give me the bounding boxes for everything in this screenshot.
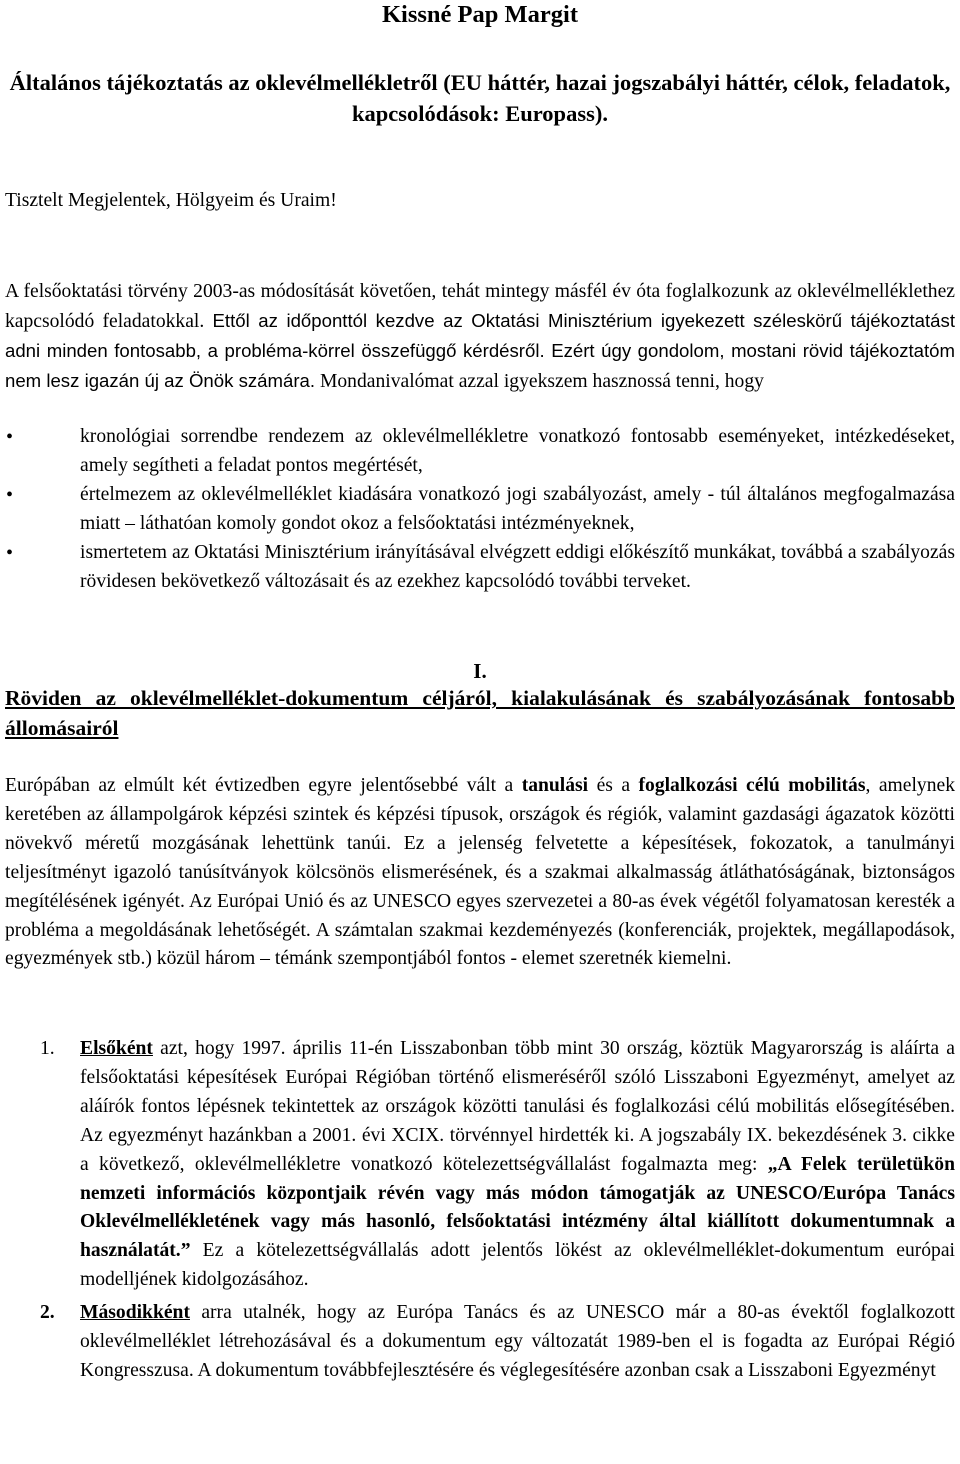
section-number: I. — [473, 659, 487, 683]
intro-paragraph — [5, 278, 955, 397]
bullet-item: • értelmezem az oklevélmelléklet kiadására vonatkozó jogi szabályozást, amely - túl általános megfogalmazása miatt – láthatóan komoly gondot okoz a felsőoktatási intézményeknek, — [5, 481, 955, 539]
numbered-item: 2. Másodikként arra utalnék, hogy az Európa Tanács és az UNESCO már a 80-as évektől foglalkozott oklevélmelléklet létrehozásával és a dokumentum egy változatát 1989-ben el is fogadta az Európai Régió Kongresszusa. A dokumentum továbbfejlesztésére és véglegesítésére azonban csak a Lisszaboni Egyezményt — [5, 1299, 955, 1386]
intro-sentence-3: Mondanivalómat azzal igyekszem hasznossá tenni, hogy — [319, 370, 764, 392]
item-number: 1. — [40, 1038, 55, 1059]
author-name: Kissné Pap Margit — [382, 1, 578, 28]
item-lead: Másodikként — [80, 1302, 190, 1324]
bullet-list — [5, 423, 955, 596]
numbered-list — [5, 1035, 955, 1386]
bold-term-mobility: foglalkozási célú mobilitás — [638, 775, 866, 796]
intro-sentence-2: Ettől az időponttól kezdve az Oktatási Minisztérium igyekezett széleskörű tájékoztatást adni minden fontosabb, a probléma ‐ körrel összefüggő kérdésről. Ezért úgy gondolom, mostani rövid tájékoztatóm nem lesz igazán új az Önök számára. — [5, 310, 955, 391]
section-heading: Röviden az oklevélmelléklet-dokumentum céljáról, kialakulásának és szabályozásának fontosabb állomásairól — [5, 686, 955, 740]
body-paragraph: Európában az elmúlt két évtizedben egyre jelentősebbé vált a tanulási és a foglalkozási célú mobilitás, amelynek keretében az állampolgárok képzési szintek és képzési típusok, országok és régiók, valamint gazdasági ágazatok közötti növekvő méretű mozgásának lehettünk tanúi. Ez a jelenség felvetette a képesítések, fokozatok, a tanulmányi teljesítményt igazoló tanúsítványok kölcsönös elismerésének, és a szakmai alkalmasság átláthatóságának, biztonságos megítélésének igényét. Az Európai Unió és az UNESCO egyes szervezetei a 80-as évek végétől folyamatosan keresték a probléma a megoldásának lehetőségét. A számtalan szakmai kezdeményezés (konferenciák, projektek, megállapodások, egyezmények stb.) közül három – témánk szempontjából fontos - elemet szeretnék kiemelni. — [5, 775, 955, 970]
numbered-item: 1. Elsőként azt, hogy 1997. április 11-én Lisszabonban több mint 30 ország, köztük Magyarország is aláírta a felsőoktatási képesítések Európai Régióban történő elismeréséről szóló Lisszaboni Egyezményt, amelyet az aláírók fontos lépésnek tekintettek az országok közötti tanulási és foglalkozási célú mobilitás elősegítésében. Az egyezményt hazánkban a 2001. évi XCIX. törvénnyel hirdették ki. A jogszabály IX. bekezdésének 3. cikke a következő, oklevélmellékletre vonatkozó kötelezettségvállalást fogalmazta meg: „A Felek területükön nemzeti információs központjaik révén vagy más módon támogatják az UNESCO/Európa Tanács Oklevélmellékletének vagy más hasonló, felsőoktatási intézmény által kiállított dokumentumnak a használatát.” Ez a kötelezettségvállalás adott jelentős lökést az oklevélmelléklet-dokumentum európai modelljének kidolgozásához. — [5, 1035, 955, 1295]
item-lead: Elsőként — [80, 1038, 153, 1059]
bullet-item: • kronológiai sorrendbe rendezem az oklevélmellékletre vonatkozó fontosabb eseményeket, intézkedéseket, amely segítheti a feladat pontos megértését, — [5, 423, 955, 481]
greeting: Tisztelt Megjelentek, Hölgyeim és Uraim! — [5, 190, 337, 211]
bullet-item: • ismertetem az Oktatási Minisztérium irányításával elvégzett eddigi előkészítő munkákat, továbbá a szabályozás rövidesen bekövetkező változásait és az ezekhez kapcsolódó további terveket. — [5, 539, 955, 597]
bold-term-learning: tanulási — [521, 775, 589, 796]
document-title: Általános tájékoztatás az oklevélmellékletről (EU háttér, hazai jogszabályi háttér, célok, feladatok, kapcsolódások: Europass). — [9, 70, 951, 126]
intro-sentence-1: A felsőoktatási törvény 2003-as módosítását követően, tehát mintegy másfél év óta foglalkozunk az oklevélmelléklethez kapcsolódó feladatokkal. — [5, 281, 955, 332]
quote-text: „A Felek területükön nemzeti információs központjaik révén vagy más módon támogatják az UNESCO/Európa Tanács Oklevélmellékletének vagy más hasonló, felsőoktatási intézmény által kiállított dokumentumnak a használatát.” — [80, 1153, 955, 1262]
item-number: 2. — [40, 1302, 55, 1324]
